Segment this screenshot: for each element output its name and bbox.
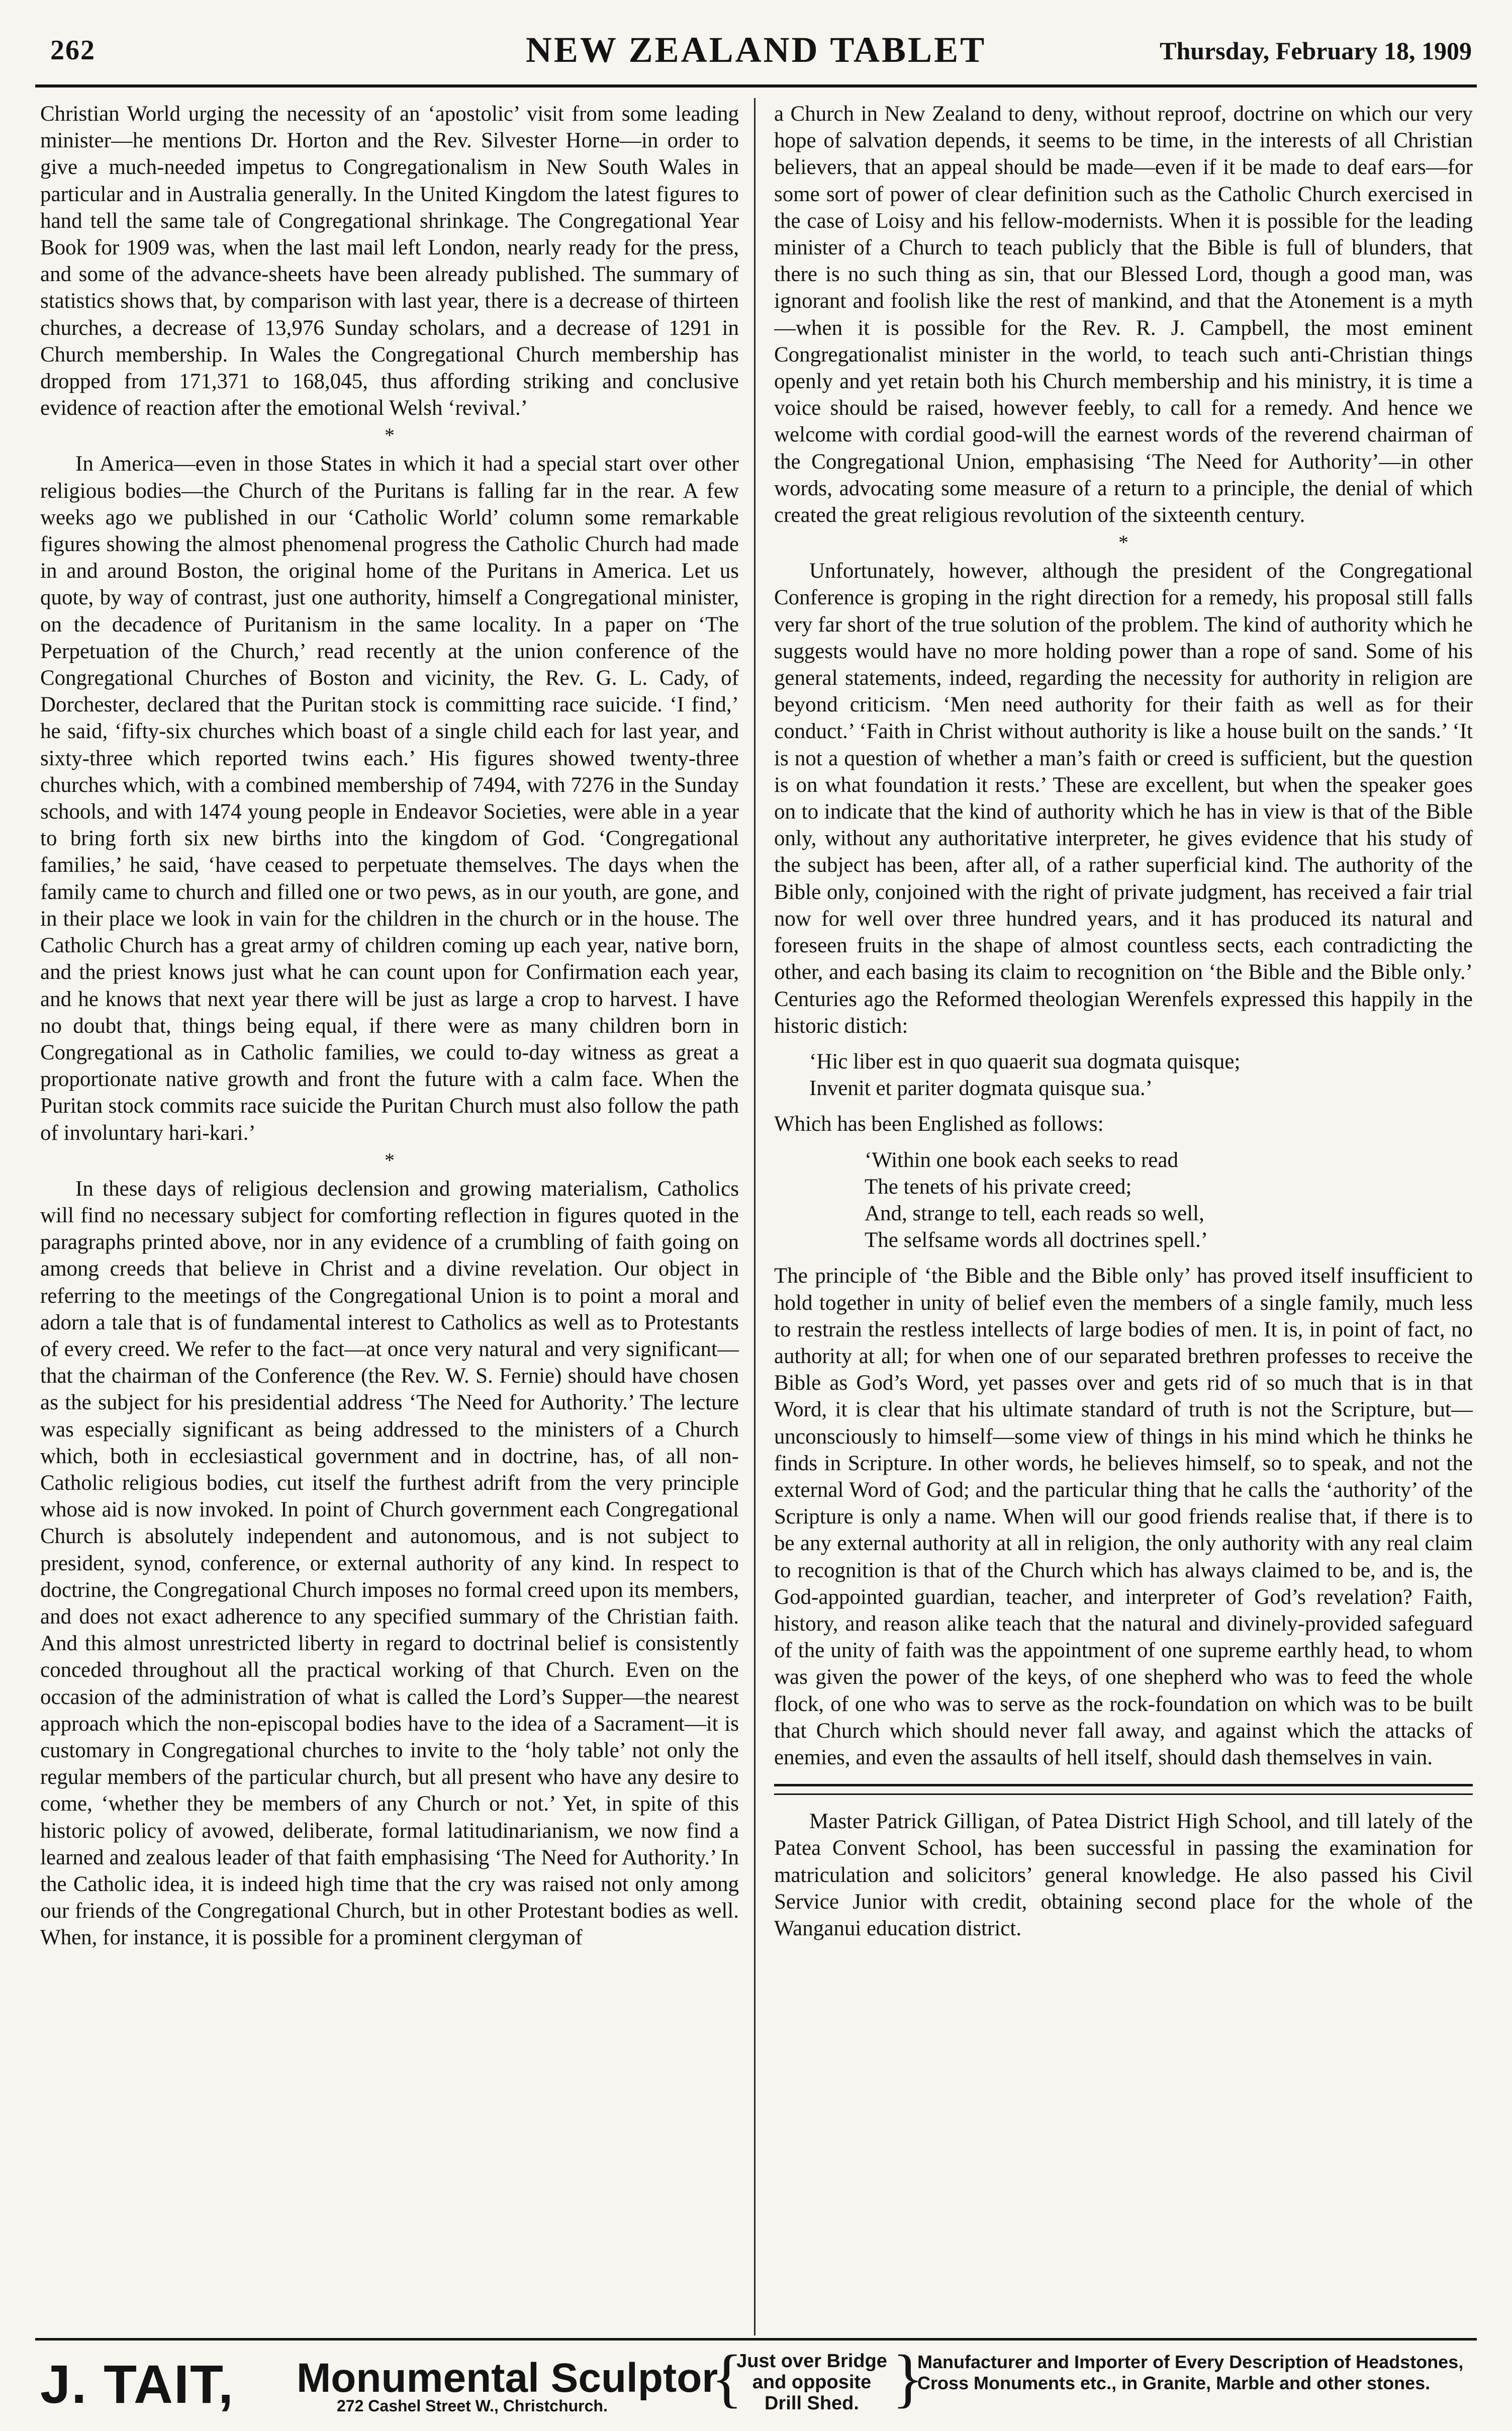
advert-services: Manufacturer and Importer of Every Description of Headstones, Cross Monuments etc., in Granite, Marble and other stones. xyxy=(917,2352,1464,2393)
dateline: Thursday, February 18, 1909 xyxy=(1160,37,1472,65)
left-brace: { xyxy=(711,2342,743,2414)
article-paragraph: In these days of religious declension and growing materialism, Catholics will find no necessary subject for comforting reflection in figures quoted in the paragraphs printed above, nor in any evidence of a crumbling of faith going on among creeds that believe in Christ and a divine revelation. Our object in referring to the meetings of the Congregational Union is to point a moral and adorn a tale that is of fundamental interest to Catholics as well as to Protestants of every creed. We refer to the fact—at once very natural and very significant—that the chairman of the Conference (the Rev. W. S. Fernie) should have chosen as the subject for his presidential address ‘The Need for Authority.’ The lecture was especially significant as being addressed to the ministers of a Church which, both in ecclesiastical government and in doctrine, has, of all non-Catholic religious bodies, cut itself the furthest adrift from the very principle whose aid is now invoked. In point of Church government each Congregational Church is absolutely independent and autonomous, and is not subject to president, synod, conference, or external authority of any kind. In respect to doctrine, the Congregational Church imposes no formal creed upon its members, and does not exact adherence to any specified summary of the Christian faith. And this almost unrestricted liberty in regard to doctrinal belief is consistently conceded throughout all the practical working of that Church. Even on the occasion of the administration of what is called the Lord’s Supper—the nearest approach which the non-episcopal bodies have to the idea of a Sacrament—it is customary in Congregational churches to invite to the ‘holy table’ not only the regular members of the particular church, but all present who have any desire to come, ‘whether they be members of any Church or not.’ Yet, in spite of this historic policy of avowed, deliberate, formal latitudinarianism, we now find a learned and zealous leader of that faith emphasising ‘The Need for Authority.’ In the Catholic idea, it is indeed high time that the cry was raised not only among our friends of the Congregational Church, but in other Protestant bodies as well. When, for instance, it is possible for a prominent clergyman of xyxy=(40,1177,739,1950)
advert-location: Just over Bridge and opposite Drill Shed. xyxy=(736,2351,887,2414)
english-verse xyxy=(774,1147,1473,1254)
page-number: 262 xyxy=(50,35,96,66)
advert-address: 272 Cashel Street W., Christchurch. xyxy=(337,2397,608,2415)
verse-line: ‘Hic liber est in quo quaerit sua dogmata quisque; xyxy=(809,1049,1241,1073)
verse-line: And, strange to tell, each reads so well, xyxy=(865,1201,1204,1225)
page-header xyxy=(35,25,1477,80)
article-paragraph: In America—even in those States in which it had a special start over other religious bodies—the Church of the Puritans is falling far in the rear. A few weeks ago we published in our ‘Catholic World’ column some remarkable figures showing the almost phenomenal progress the Catholic Church had made in and around Boston, the original home of the Puritans in America. Let us quote, by way of contrast, just one authority, himself a Congregational minister, on the decadence of Puritanism in the same locality. In a paper on ‘The Perpetuation of the Church,’ read recently at the union conference of the Congregational Churches of Boston and vicinity, the Rev. G. L. Cady, of Dorchester, declared that the Puritan stock is committing race suicide. ‘I find,’ he said, ‘fifty-six churches which boast of a single child each for last year, and sixty-three which reported twins each.’ His figures showed twenty-three churches which, with a combined membership of 7494, with 7276 in the Sunday schools, and with 1474 young people in Endeavor Societies, were able in a year to bring forth six new births into the kingdom of God. ‘Congregational families,’ he said, ‘have ceased to perpetuate themselves. The days when the family came to church and filled one or two pews, as in our youth, are gone, and in their place we look in vain for the children in the church or in the house. The Catholic Church has a great army of children coming up each year, native born, and the priest knows just what he can count upon for Confirmation each year, and he knows that next year there will be just as large a crop to harvest. I have no doubt that, things being equal, if there were as many children born in Congregational as in Catholic families, we could to-day witness as great a proportionate native growth and front the future with a calm face. When the Puritan stock commits race suicide the Puritan Church must also follow the path of involuntary hari-kari.’ xyxy=(40,452,739,1145)
section-star: * xyxy=(1118,531,1128,554)
advertisement xyxy=(35,2338,1477,2416)
verse-line: ‘Within one book each seeks to read xyxy=(865,1148,1178,1172)
right-brace: } xyxy=(892,2342,924,2414)
advert-trade: Monumental Sculptor xyxy=(297,2355,718,2401)
left-column xyxy=(40,101,739,2333)
right-column xyxy=(774,101,1473,2333)
verse-line: The selfsame words all doctrines spell.’ xyxy=(865,1228,1208,1252)
article-paragraph: The principle of ‘the Bible and the Bible only’ has proved itself insufficient to hold together in unity of belief even the members of a single family, much less to restrain the restless intellects of large bodies of men. It is, in point of fact, no authority at all; for when one of our separated brethren professes to receive the Bible as God’s Word, yet passes over and gets rid of so much that is in that Word, it is clear that his ultimate standard of truth is not the Scripture, but—unconsciously to himself—some view of things in his mind which he thinks he finds in Scripture. In other words, he believes himself, so to speak, and not the external Word of God; and the particular thing that he calls the ‘authority’ of the Scripture is only a name. When will our good friends realise that, if there is to be any external authority at all in religion, the only authority with any real claim to recognition is that of the Church which has always claimed to be, and is, the God-appointed guardian, teacher, and interpreter of God’s revelation? Faith, history, and reason alike teach that the natural and divinely-provided safeguard of the unity of faith was the appointment of one supreme earthly head, to whom was given the power of the keys, of one shepherd who was to feed the whole flock, of one who was to serve as the rock-foundation on which was to be built that Church which should never fall away, and against which the attacks of enemies, and even the assaults of hell itself, should dash themselves in vain. xyxy=(774,1264,1473,1769)
article-paragraph: Which has been Englished as follows: xyxy=(774,1112,1104,1136)
section-double-rule xyxy=(774,1784,1473,1795)
section-star: * xyxy=(385,424,395,447)
article-paragraph: a Church in New Zealand to deny, without reproof, doctrine on which our very hope of salvation depends, it seems to be time, in the interests of all Christian believers, that an appeal should be made—even if it be made to deaf ears—for some sort of power of clear definition such as the Catholic Church exercised in the case of Loisy and his fellow-modernists. When it is possible for the leading minister of a Church to teach publicly that the Bible is full of blunders, that there is no such thing as sin, that our Blessed Lord, though a good man, was ignorant and foolish like the rest of mankind, and that the Atonement is a myth—when it is possible for the Rev. R. J. Campbell, the most eminent Congregationalist minister in the world, to teach such anti-Christian things openly and yet retain both his Church membership and his ministry, it is time a voice should be raised, however feebly, to call for a remedy. And hence we welcome with cordial good-will the earnest words of the reverend chairman of the Congregational Union, emphasising ‘The Need for Authority’—in other words, advocating some measure of a return to a principle, the denial of which created the great religious revolution of the sixteenth century. xyxy=(774,102,1473,527)
article-paragraph: Unfortunately, however, although the president of the Congregational Conference is groping in the right direction for a remedy, his proposal still falls very far short of the true solution of the problem. The kind of authority which he suggests would have no more holding power than a rope of sand. Some of his general statements, indeed, regarding the necessity for authority in religion are beyond criticism. ‘Men need authority for their faith as well as for their conduct.’ ‘Faith in Christ without authority is like a house built on the sands.’ ‘It is not a question of whether a man’s faith or creed is sufficient, but the question is on what foundation it rests.’ These are excellent, but when the speaker goes on to indicate that the kind of authority which he has in view is that of the Bible only, without any authoritative interpreter, he gives evidence that his study of the subject has been, after all, of a rather superficial kind. The authority of the Bible only, conjoined with the right of private judgment, has received a fair trial now for well over three hundred years, and it has produced its natural and foreseen fruits in the shape of almost countless sects, each contradicting the other, and each basing its claim to recognition on ‘the Bible and the Bible only.’ Centuries ago the Reformed theologian Werenfels expressed this happily in the historic distich: xyxy=(774,559,1473,1038)
verse-line: The tenets of his private creed; xyxy=(865,1175,1132,1199)
news-item: Master Patrick Gilligan, of Patea District High School, and till lately of the Patea Convent School, has been successful in passing the examination for matriculation and solicitors’ general knowledge. He also passed his Civil Service Junior with credit, obtaining second place for the whole of the Wanganui education district. xyxy=(774,1810,1473,1940)
section-star: * xyxy=(385,1148,395,1172)
latin-distich xyxy=(774,1048,1473,1102)
verse-line: Invenit et pariter dogmata quisque sua.’ xyxy=(809,1076,1153,1101)
column-rule xyxy=(754,98,755,2335)
article-paragraph: Christian World urging the necessity of an ‘apostolic’ visit from some leading minister—he mentions Dr. Horton and the Rev. Silvester Horne—in order to give a much-needed impetus to Congregationalism in New South Wales in particular and in Australia generally. In the United Kingdom the latest figures to hand tell the same tale of Congregational shrinkage. The Congregational Year Book for 1909 was, when the last mail left London, nearly ready for the press, and some of the advance-sheets have been already published. The summary of statistics shows that, by comparison with last year, there is a decrease of thirteen churches, a decrease of 13,976 Sunday scholars, and a decrease of 1291 in Church membership. In Wales the Congregational Church membership has dropped from 171,371 to 168,045, thus affording striking and conclusive evidence of reaction after the emotional Welsh ‘revival.’ xyxy=(40,102,739,420)
advert-name: J. TAIT, xyxy=(40,2354,235,2414)
header-rule xyxy=(35,84,1477,87)
masthead: NEW ZEALAND TABLET xyxy=(525,30,987,70)
